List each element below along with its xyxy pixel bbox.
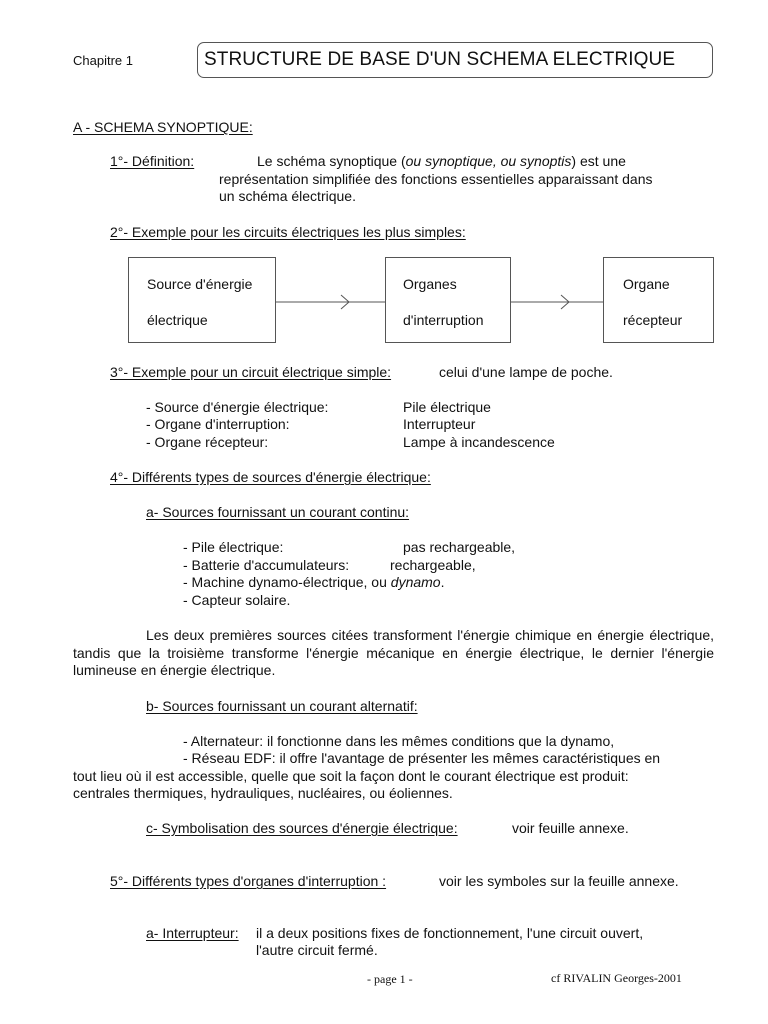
block-interruption-line1: Organes: [403, 276, 457, 292]
dc-item-1-value: pas rechargeable,: [403, 539, 516, 555]
example-3-heading: 3°- Exemple pour un circuit électrique simple:: [110, 364, 392, 380]
definition-label: 1°- Définition:: [110, 153, 195, 169]
interrupteur-label: a- Interrupteur:: [146, 925, 239, 941]
arrow-interruption-to-receiver: [511, 292, 604, 312]
subsection-b-heading: b- Sources fournissant un courant alternatif:: [146, 698, 418, 714]
example-3-label-3: - Organe récepteur:: [146, 434, 269, 450]
dc-item-4: - Capteur solaire.: [183, 592, 291, 608]
block-source-line1: Source d'énergie: [147, 276, 253, 292]
ac-item-alternateur: - Alternateur: il fonctionne dans les mêmes conditions que la dynamo,: [183, 733, 615, 749]
title-box: [197, 42, 713, 78]
block-receiver: [603, 257, 714, 343]
subsection-c-note: voir feuille annexe.: [512, 820, 629, 836]
example-3-value-1: Pile électrique: [403, 399, 491, 415]
types-5-heading: 5°- Différents types d'organes d'interruption :: [110, 873, 387, 889]
ac-item-reseau-line3: centrales thermiques, hydrauliques, nucléaires, ou éoliennes.: [73, 785, 453, 801]
chapter-label: Chapitre 1: [73, 53, 133, 68]
definition-line-3: un schéma électrique.: [219, 188, 356, 204]
example-3-value-3: Lampe à incandescence: [403, 434, 555, 450]
page-number: - page 1 -: [367, 972, 413, 986]
definition-line-2: représentation simplifiée des fonctions essentielles apparaissant dans: [219, 171, 653, 187]
example-3-label-1: - Source d'énergie électrique:: [146, 399, 329, 415]
block-source: [128, 257, 276, 343]
example-3-value-2: Interrupteur: [403, 416, 476, 432]
block-source-line2: électrique: [147, 312, 208, 328]
dc-item-3: - Machine dynamo-électrique, ou dynamo.: [183, 574, 445, 590]
types-5-note: voir les symboles sur la feuille annexe.: [439, 873, 679, 889]
example-2-heading: 2°- Exemple pour les circuits électriques les plus simples:: [110, 224, 466, 240]
page-title: STRUCTURE DE BASE D'UN SCHEMA ELECTRIQUE: [204, 49, 676, 70]
example-3-label-2: - Organe d'interruption:: [146, 416, 290, 432]
dc-item-2-label: - Batterie d'accumulateurs:: [183, 557, 350, 573]
arrow-source-to-interruption: [276, 292, 386, 312]
types-4-heading: 4°- Différents types de sources d'énergie électrique:: [110, 469, 431, 485]
subsection-a-heading: a- Sources fournissant un courant continu:: [146, 504, 410, 520]
subsection-c-heading: c- Symbolisation des sources d'énergie électrique:: [146, 820, 458, 836]
interrupteur-line-1: il a deux positions fixes de fonctionnement, l'une circuit ouvert,: [256, 925, 644, 941]
interrupteur-line-2: l'autre circuit fermé.: [256, 942, 378, 958]
block-receiver-line2: récepteur: [623, 312, 683, 328]
block-interruption-line2: d'interruption: [403, 312, 484, 328]
block-interruption: [385, 257, 511, 343]
sources-paragraph: Les deux premières sources citées transforment l'énergie chimique en énergie électrique, tandis que la troisième transforme l'énergie mécanique en énergie électrique, le dernier l'énergie lumineuse en énergie électrique.: [73, 627, 714, 678]
ac-item-reseau-line2: tout lieu où il est accessible, quelle que soit la façon dont le courant électrique est produit:: [73, 768, 629, 784]
ac-item-reseau-line1: - Réseau EDF: il offre l'avantage de présenter les mêmes caractéristiques en: [183, 750, 661, 766]
dc-item-1-label: - Pile électrique:: [183, 539, 284, 555]
example-3-note: celui d'une lampe de poche.: [439, 364, 613, 380]
definition-line-1: Le schéma synoptique (ou synoptique, ou synoptis) est une: [257, 153, 626, 169]
block-receiver-line1: Organe: [623, 276, 670, 292]
section-a-heading: A - SCHEMA SYNOPTIQUE:: [73, 119, 253, 135]
footer-credit: cf RIVALIN Georges-2001: [551, 971, 682, 985]
dc-item-2-value: rechargeable,: [390, 557, 476, 573]
